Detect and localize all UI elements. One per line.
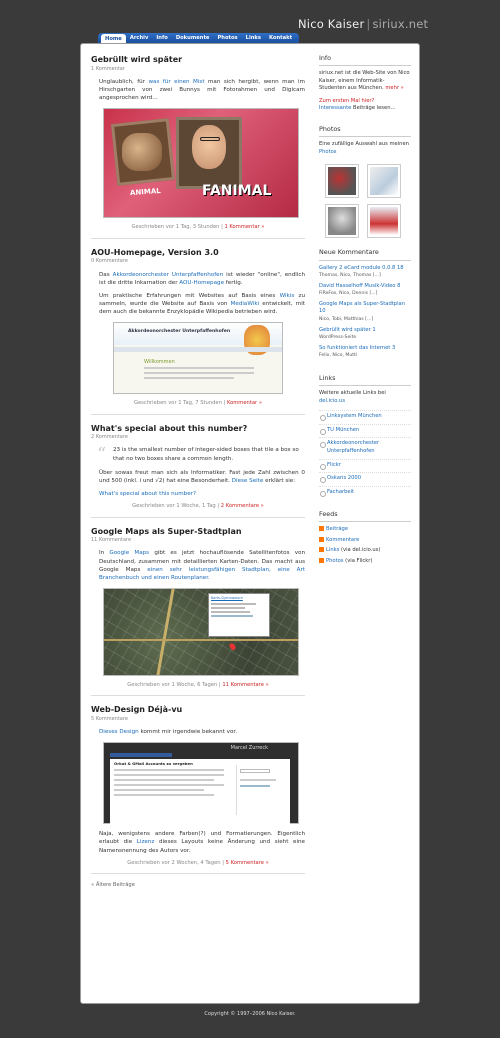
post-comments-link[interactable]: 5 Kommentare » bbox=[225, 859, 269, 866]
sidebar bbox=[319, 54, 411, 569]
link-item bbox=[319, 424, 411, 435]
post-meta: Geschrieben vor 1 Tag, 7 Stunden | Kommentar » bbox=[133, 400, 263, 407]
photo-thumb[interactable] bbox=[367, 164, 401, 198]
feeds-section bbox=[319, 510, 411, 565]
link-item bbox=[319, 437, 411, 455]
comment-item: David Hasselhoff Musik-Video 8 FiReFox, Nico, Dennis [...] bbox=[319, 282, 401, 297]
post-body: Naja, wenigstens andere Farben(?) und Formatierungen. Eigentlich erlaubt die Lizenz dieses Layouts keine Änderung und sieht eine Namensnennung des Autors vor. bbox=[99, 831, 305, 854]
comment-link[interactable]: Gallery 2 eCard module 0.0.8 bbox=[319, 264, 396, 271]
aou-screenshot-welcome: Willkommen bbox=[144, 359, 175, 366]
post-comments-link[interactable]: 2 Kommentare » bbox=[220, 503, 264, 510]
divider bbox=[91, 517, 305, 518]
map-place-title[interactable]: Karls-Gymnasium bbox=[211, 595, 243, 600]
external-link[interactable]: TU München bbox=[327, 426, 360, 433]
post-meta: Geschrieben vor 1 Woche, 6 Tagen | 11 Kommentare » bbox=[127, 681, 269, 688]
diese-seite-link[interactable]: Diese Seite bbox=[231, 477, 264, 484]
external-link[interactable]: Flickr bbox=[327, 461, 341, 468]
photos-text: Eine zufällige Auswahl aus meinen Photos bbox=[319, 141, 409, 155]
stadtplan-link[interactable]: einen sehr leistungsfähigen Stadtplan, eine Art Branchenbuch und einen Routenplaner. bbox=[99, 566, 305, 581]
post-meta: Geschrieben vor 1 Tag, 3 Stunden | 1 Kommentar » bbox=[131, 224, 265, 231]
external-link[interactable]: Facharbeit bbox=[327, 488, 355, 495]
feed-link[interactable]: Beiträge bbox=[326, 526, 349, 533]
divider bbox=[91, 695, 305, 696]
rss-icon bbox=[319, 547, 324, 552]
nav-archiv[interactable]: Archiv bbox=[129, 35, 149, 41]
fanimal-label: FANIMAL bbox=[202, 183, 272, 200]
quote bbox=[91, 444, 305, 466]
aou-screenshot-title: Akkordeonorchester Unterpfaffenhofen bbox=[128, 329, 231, 335]
animal-label: ANIMAL bbox=[129, 187, 161, 198]
photos-section bbox=[319, 125, 411, 238]
post-body: Über sowas freut man sich als Informatiker. Fast jede Zahl zwischen 0 und 500 (inkl. i und √2) hat eine Besonderheit. Diese Seite erklärt sie: bbox=[99, 469, 305, 484]
link-item bbox=[319, 486, 411, 497]
comment-item: Gebrüllt wird später 1 WordPress-Seite bbox=[319, 326, 376, 341]
dieses-design-link[interactable]: Dieses Design bbox=[99, 729, 139, 736]
feed-link[interactable]: Kommentare bbox=[326, 536, 360, 543]
page-container bbox=[80, 43, 420, 1004]
aou-screenshot bbox=[113, 322, 283, 394]
post-maps bbox=[91, 526, 305, 690]
feed-item: Links (via del.icio.us) bbox=[319, 547, 411, 555]
feed-item: Photos (via Flickr) bbox=[319, 558, 411, 566]
post-comment-count: 0 Kommentare bbox=[91, 258, 128, 265]
design-screenshot bbox=[103, 742, 299, 824]
first-visit: Zum ersten Mal hier? Interessante Beiträge lesen... bbox=[319, 97, 396, 112]
map-screenshot bbox=[103, 588, 299, 676]
map-pin-icon bbox=[228, 642, 236, 650]
feed-link[interactable]: Links bbox=[326, 547, 340, 554]
comments-list bbox=[319, 265, 411, 360]
design-screenshot-name: Marcel Zurreck bbox=[230, 745, 268, 752]
nav-home[interactable]: Home bbox=[101, 34, 126, 43]
older-posts-link[interactable]: « Ältere Beiträge bbox=[91, 882, 135, 889]
delicious-link[interactable]: del.icio.us bbox=[319, 397, 346, 404]
comment-item: So funktioniert das Internet 3 Felix, Nico, Mutti bbox=[319, 344, 396, 359]
comment-link[interactable]: So funktioniert das Internet bbox=[319, 344, 391, 351]
comments-heading: Neue Kommentare bbox=[319, 248, 411, 260]
post-comment-count: 2 Kommentare bbox=[91, 434, 128, 441]
number-link[interactable]: What's special about this number? bbox=[99, 490, 196, 497]
post-aou bbox=[91, 247, 305, 408]
post-title[interactable]: What's special about this number? bbox=[91, 423, 248, 433]
photo-thumb[interactable] bbox=[325, 164, 359, 198]
post-number bbox=[91, 423, 305, 511]
quote-mark-icon: “ bbox=[97, 444, 107, 466]
site-host: siriux.net bbox=[372, 17, 429, 31]
post-comment-count: 11 Kommentare bbox=[91, 537, 132, 544]
comments-section bbox=[319, 248, 411, 360]
rss-icon bbox=[319, 537, 324, 542]
post-body: Das Akkordeonorchester Unterpfaffenhofen ist wieder "online", endlich ist die dritte Inkarnation der AOU-Homepage fertig. bbox=[99, 271, 305, 286]
mediawiki-link[interactable]: MediaWiki bbox=[230, 300, 260, 307]
post-gebruellt bbox=[91, 54, 305, 232]
photos-link[interactable]: Photos bbox=[319, 148, 337, 155]
divider bbox=[91, 414, 305, 415]
feed-link[interactable]: Photos bbox=[326, 557, 344, 564]
photos-heading: Photos bbox=[319, 125, 411, 137]
aou-homepage-link[interactable]: AOU-Homepage bbox=[179, 279, 225, 286]
post-title[interactable]: Gebrüllt wird später bbox=[91, 55, 183, 64]
post-title[interactable]: Web-Design Déjà-vu bbox=[91, 705, 183, 715]
design-screenshot-heading: Orkut & GMail Accounts zu vergeben bbox=[114, 761, 193, 767]
nav-info[interactable]: Info bbox=[156, 35, 168, 41]
photo-thumbnails bbox=[325, 164, 411, 238]
links-text: Weitere aktuelle Links bei del.icio.us bbox=[319, 390, 386, 404]
post-title[interactable]: Google Maps als Super-Stadtplan bbox=[91, 526, 242, 536]
main-content bbox=[91, 54, 305, 890]
links-list bbox=[319, 410, 411, 496]
comment-item: Gallery 2 eCard module 0.0.8 18 Thomas, Nico, Thomas [...] bbox=[319, 264, 404, 279]
comment-link[interactable]: Gebrüllt wird später bbox=[319, 326, 371, 333]
site-owner-name: Nico Kaiser bbox=[298, 17, 365, 31]
info-text: siriux.net ist die Web-Site von Nico Kaiser, einem Informatik-Studenten aus München. mehr » bbox=[319, 70, 410, 92]
link-item bbox=[319, 472, 411, 483]
wikis-link[interactable]: Wikis bbox=[279, 292, 295, 299]
main-nav bbox=[98, 33, 299, 43]
post-body: Unglaublich, für was für einen Mist man sich hergibt, wenn man im Hirschgarten von zwei Bunnys mit Fotorahmen und Digicam angesprochen wird... bbox=[99, 78, 305, 102]
divider bbox=[91, 238, 305, 239]
post-body: Um praktische Erfahrungen mit Websites auf Basis eines Wikis zu sammeln, wurde die Website auf Basis von MediaWiki entwickelt, mit dem auch die bekannte Enzyklopädie Wikipedia betrieben wird. bbox=[99, 292, 305, 315]
comment-item: Google Maps als Super-Stadtplan 10 Nico, Tobi, Matthias [...] bbox=[319, 300, 405, 322]
nav-dokumente[interactable]: Dokumente bbox=[175, 35, 210, 41]
feed-item bbox=[319, 537, 411, 545]
link-item bbox=[319, 410, 411, 421]
lizenz-link[interactable]: Lizenz bbox=[136, 839, 155, 846]
post-body bbox=[99, 490, 305, 498]
nav-kontakt[interactable]: Kontakt bbox=[268, 35, 293, 41]
link-item bbox=[319, 459, 411, 470]
site-title[interactable]: Nico Kaiser | siriux.net bbox=[298, 17, 429, 31]
rss-icon bbox=[319, 526, 324, 531]
links-heading: Links bbox=[319, 374, 411, 386]
post-title[interactable]: AOU-Homepage, Version 3.0 bbox=[91, 247, 219, 257]
feed-item bbox=[319, 526, 411, 534]
map-info-bubble bbox=[208, 593, 270, 637]
interesting-posts-link[interactable]: Interessante bbox=[319, 105, 352, 112]
fanimal-photo bbox=[103, 108, 299, 218]
google-maps-link[interactable]: Google Maps bbox=[109, 550, 150, 557]
external-link[interactable]: Linksystem München bbox=[327, 413, 382, 420]
post-comment-count: 1 Kommentar bbox=[91, 65, 125, 72]
info-heading: Info bbox=[319, 54, 411, 66]
post-meta: Geschrieben vor 1 Woche, 1 Tag | 2 Kommentare » bbox=[132, 503, 264, 510]
first-visit-question: Zum ersten Mal hier? bbox=[319, 97, 375, 104]
post-webdesign bbox=[91, 704, 305, 867]
footer-copyright: Copyright © 1997–2006 Nico Kaiser. bbox=[204, 1011, 296, 1017]
external-link[interactable]: Akkordeonorchester Unterpfaffenhofen bbox=[327, 440, 380, 454]
info-section bbox=[319, 54, 411, 113]
aou-link[interactable]: Akkordeonorchester Unterpfaffenhofen bbox=[112, 271, 224, 278]
external-link[interactable]: Oskaris 2000 bbox=[327, 475, 362, 482]
feeds-list bbox=[319, 526, 411, 565]
feeds-heading: Feeds bbox=[319, 510, 411, 522]
links-section bbox=[319, 374, 411, 496]
post-body: In Google Maps gibt es jetzt hochauflösende Satellitenfotos von Deutschland, zusammen mit detaillierten Karten-Daten. Das macht aus Google Maps einen sehr leistungsfähigen Stadtplan, eine Art Branchenbuch und einen Routenplaner. bbox=[99, 550, 305, 581]
rss-icon bbox=[319, 558, 324, 563]
post-comments-link[interactable]: 1 Kommentar » bbox=[224, 224, 265, 231]
post-meta: Geschrieben vor 2 Wochen, 4 Tagen | 5 Kommentare » bbox=[127, 859, 269, 866]
nav-photos[interactable]: Photos bbox=[217, 35, 238, 41]
post-comment-count: 5 Kommentare bbox=[91, 715, 128, 722]
quote-text: 23 is the smallest number of integer-sided boxes that tile a box so that no two boxes share a common length. bbox=[113, 447, 299, 462]
post-link[interactable]: was für einen Mist bbox=[148, 78, 205, 85]
comment-link[interactable]: David Hasselhoff Musik-Video bbox=[319, 282, 396, 289]
post-body: Dieses Design kommt mir irgendwie bekannt vor. bbox=[99, 729, 237, 736]
photo-thumb[interactable] bbox=[325, 204, 359, 238]
post-comments-link[interactable]: 11 Kommentare » bbox=[222, 681, 269, 688]
nav-links[interactable]: Links bbox=[245, 35, 261, 41]
comment-link[interactable]: Google Maps als Super-Stadtplan bbox=[319, 300, 405, 307]
photo-thumb[interactable] bbox=[367, 204, 401, 238]
divider bbox=[91, 873, 305, 874]
post-comments-link[interactable]: Kommentar » bbox=[226, 400, 263, 407]
info-more-link[interactable]: mehr » bbox=[385, 85, 404, 92]
